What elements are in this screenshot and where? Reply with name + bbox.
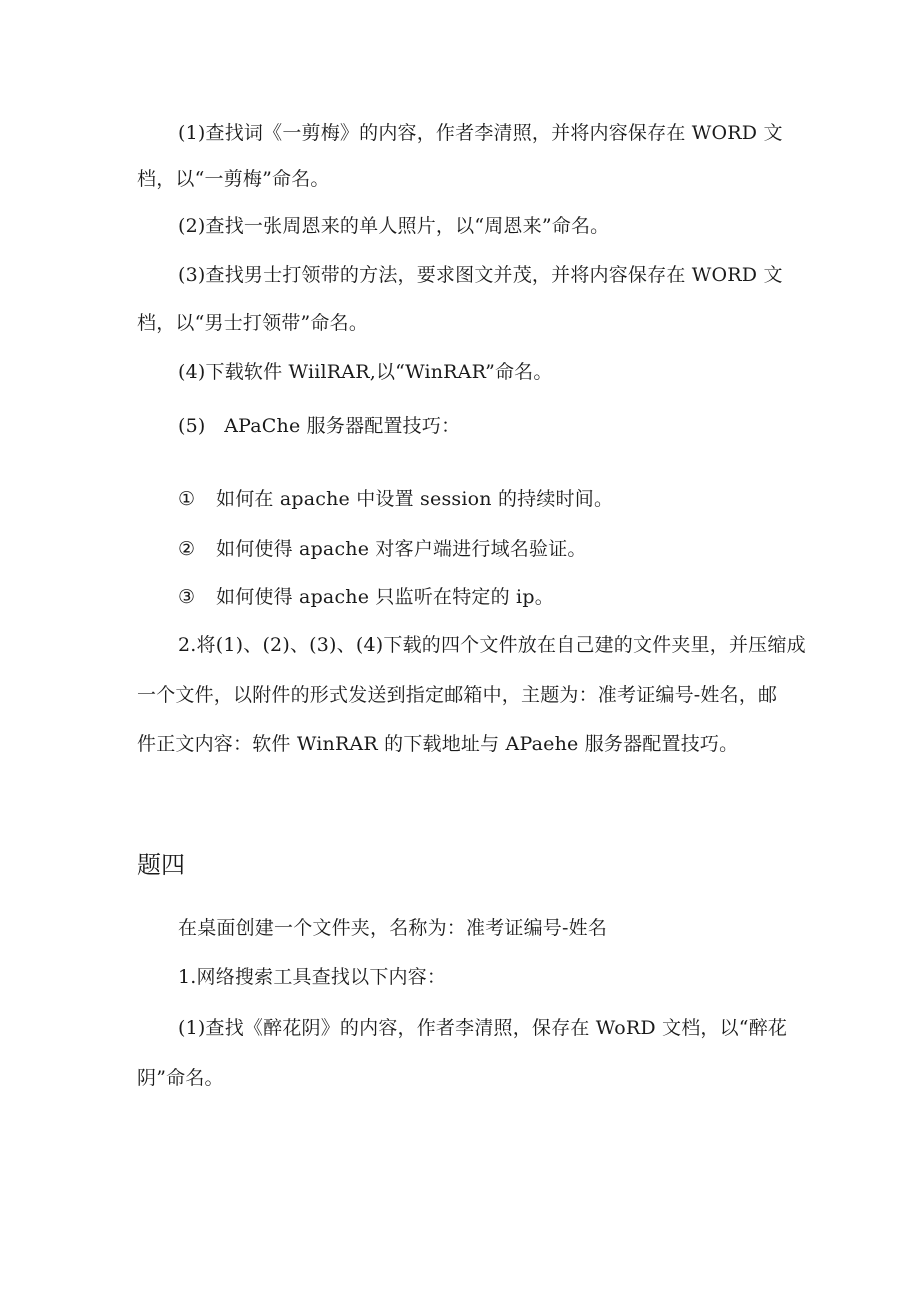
item3-line1: (3)查找男士打领带的方法，要求图文并茂，并将内容保存在 WORD 文 xyxy=(178,264,783,286)
section-title: 题四 xyxy=(137,851,185,879)
sub-item-1-text: 如何在 apache 中设置 session 的持续时间。 xyxy=(216,488,614,510)
sub-item-1 xyxy=(178,487,613,511)
sub-item-2 xyxy=(178,537,587,561)
item3-line2: 档，以“男士打领带”命名。 xyxy=(137,312,369,334)
section4-step1: 1.网络搜索工具查找以下内容： xyxy=(178,966,447,988)
item1-line2: 档，以“一剪梅”命名。 xyxy=(137,168,330,190)
section4-item1-line1: (1)查找《醉花阴》的内容，作者李清照，保存在 WoRD 文档，以“醉花 xyxy=(178,1017,788,1039)
sub-item-2-text: 如何使得 apache 对客户端进行域名验证。 xyxy=(216,538,587,560)
section4-item1-line2: 阴”命名。 xyxy=(137,1067,224,1089)
sub-item-3 xyxy=(178,585,554,609)
para2-line3: 件正文内容：软件 WinRAR 的下载地址与 APaehe 服务器配置技巧。 xyxy=(137,733,739,755)
item5-text: (5) APaChe 服务器配置技巧： xyxy=(178,415,461,437)
circled-number-2: ② xyxy=(178,538,196,560)
item2-text: (2)查找一张周恩来的单人照片，以“周恩来”命名。 xyxy=(178,215,610,237)
para2-line2: 一个文件，以附件的形式发送到指定邮箱中，主题为：准考证编号-姓名，邮 xyxy=(137,684,778,706)
section4-intro: 在桌面创建一个文件夹，名称为：准考证编号-姓名 xyxy=(178,917,608,939)
para2-line1: 2.将(1)、(2)、(3)、(4)下载的四个文件放在自己建的文件夹里，并压缩成 xyxy=(178,634,806,656)
item1-line1: (1)查找词《一剪梅》的内容，作者李清照，并将内容保存在 WORD 文 xyxy=(178,122,783,144)
circled-number-3: ③ xyxy=(178,586,196,608)
sub-item-3-text: 如何使得 apache 只监听在特定的 ip。 xyxy=(216,586,554,608)
circled-number-1: ① xyxy=(178,488,196,510)
item4-text: (4)下载软件 WiilRAR,以“WinRAR”命名。 xyxy=(178,361,553,383)
